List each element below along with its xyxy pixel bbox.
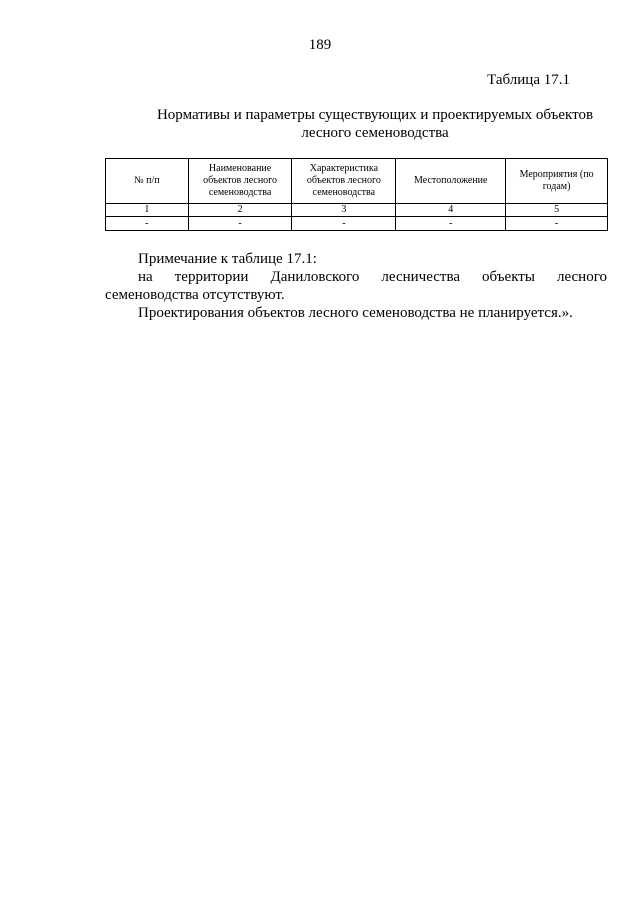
header-object-name: Наименование объектов лесного семеноводства [188,159,292,204]
column-number-cell: 5 [506,204,608,217]
header-characteristics: Характеристика объектов лесного семеноводства [292,159,396,204]
page-number: 189 [308,37,332,53]
column-number-cell: 1 [106,204,189,217]
table-note [105,250,607,322]
column-number-cell: 4 [396,204,506,217]
table-title [105,106,640,142]
column-number-cell: 3 [292,204,396,217]
table-cell: - [106,217,189,231]
table-cell: - [188,217,292,231]
table-cell: - [396,217,506,231]
column-number-cell: 2 [188,204,292,217]
header-number: № п/п [106,159,189,204]
note-line-2: семеноводства отсутствуют. [105,287,285,303]
table-column-numbers-row [106,204,608,217]
note-line-3: Проектирования объектов лесного семеноводства не планируется.». [138,305,573,321]
header-measures: Мероприятия (по годам) [506,159,608,204]
note-heading: Примечание к таблице 17.1: [138,251,317,267]
table-row [106,217,608,231]
table-label: Таблица 17.1 [487,72,570,88]
note-line-1: на территории Даниловского лесничества объекты лесного [138,269,607,285]
table-title-line-2: лесного семеноводства [301,125,449,141]
header-location: Местоположение [396,159,506,204]
norms-table [105,158,608,231]
table-cell: - [506,217,608,231]
table-cell: - [292,217,396,231]
table-title-line-1: Нормативы и параметры существующих и проектируемых объектов [156,107,594,123]
table-header-row [106,159,608,204]
